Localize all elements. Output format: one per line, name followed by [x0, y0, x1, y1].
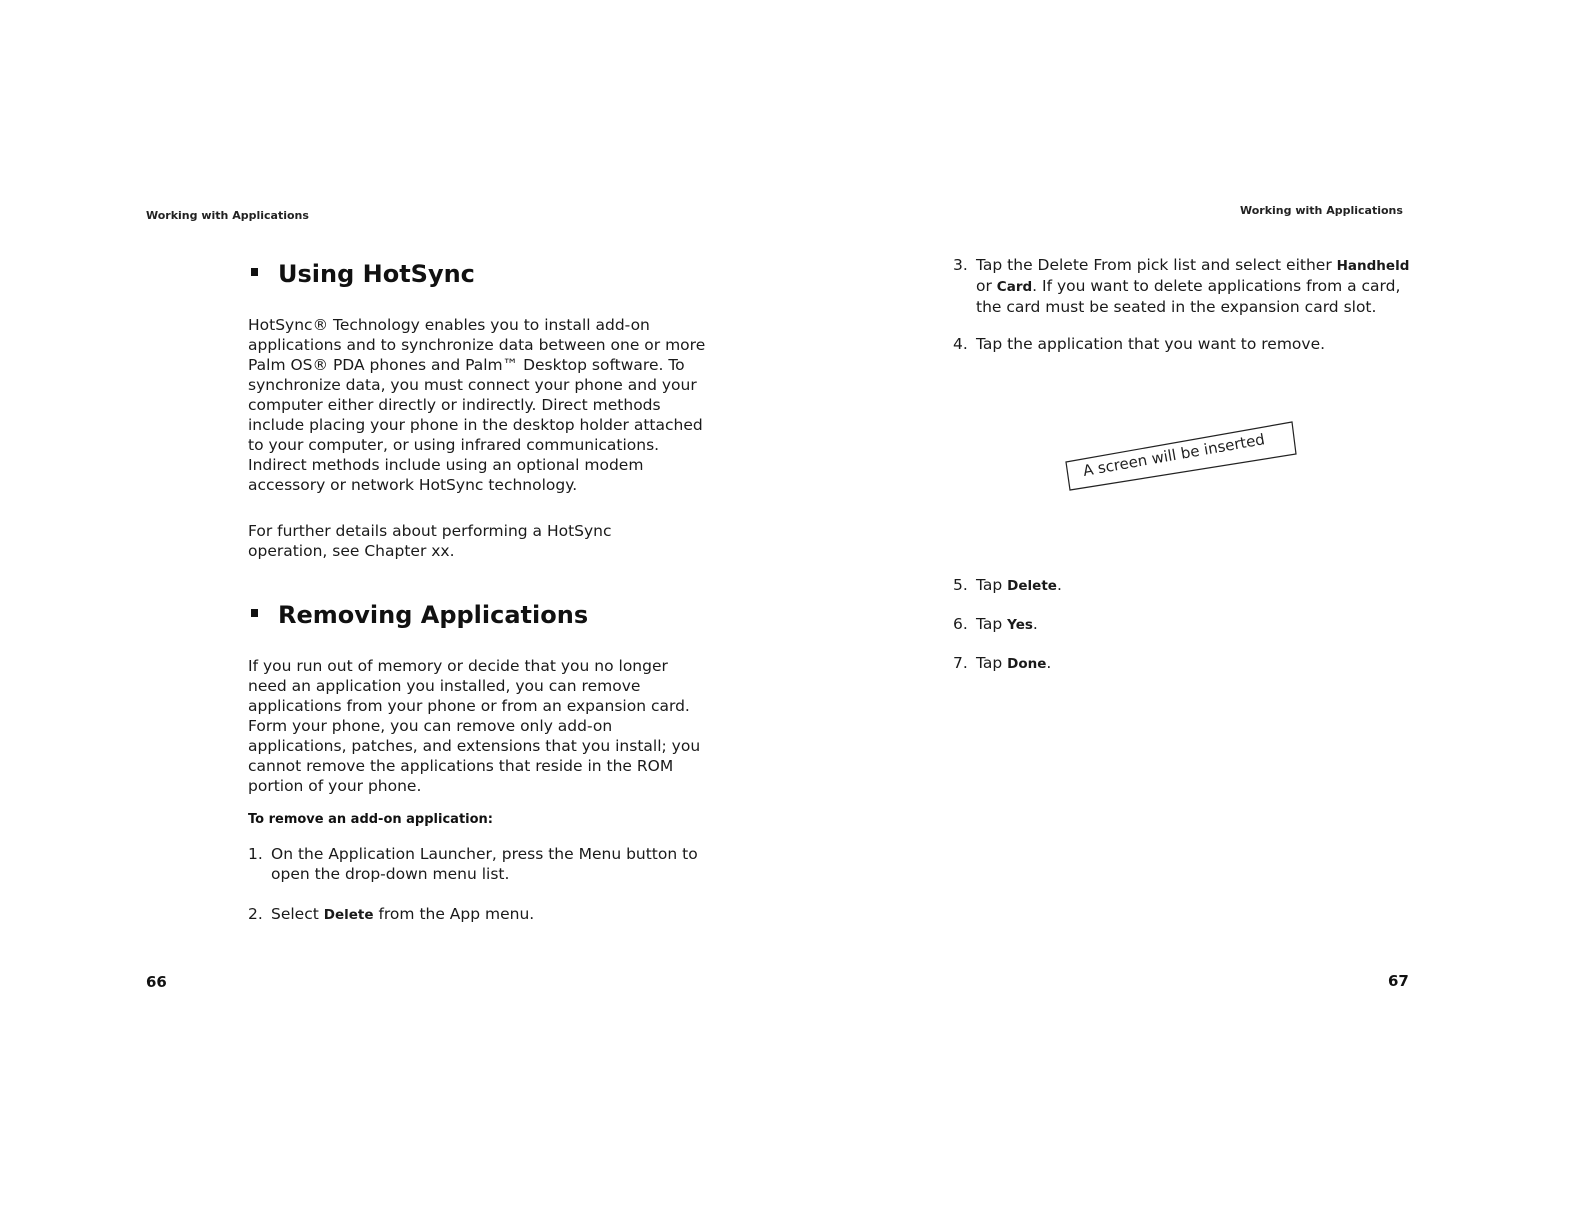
step-number: 2. [248, 905, 263, 923]
section-title-removing: Removing Applications [278, 601, 589, 629]
section-bullet-icon [251, 268, 258, 276]
bold-term: Delete [323, 907, 374, 923]
hotsync-paragraph-text: HotSync® Technology enables you to install add-on applications and to synchronize data between one or more Palm OS® PDA phones and Palm™ Desktop software. To synchronize data, you must connect your phone and your computer either directly or indirectly. Direct methods include placing your phone in the desktop holder attached to your computer, or using infrared communications. Indirect methods include using an optional modem accessory or network HotSync technology. [248, 316, 706, 494]
step-text: On the Application Launcher, press the Menu button to open the drop-down menu list. [271, 845, 698, 883]
hotsync-paragraph [248, 315, 708, 495]
step-number: 6. [953, 615, 968, 633]
bold-term: Done [1007, 656, 1047, 672]
screenshot-placeholder [1060, 418, 1300, 498]
section-bullet-icon [251, 609, 258, 617]
right-running-header: Working with Applications [1240, 204, 1403, 217]
step-text: Tap Delete. [976, 576, 1062, 594]
step-1 [248, 844, 708, 884]
step-number: 5. [953, 576, 968, 594]
step-7 [953, 653, 1253, 674]
bold-term: Yes [1007, 617, 1033, 633]
right-page-number: 67 [1388, 972, 1409, 990]
step-number: 1. [248, 845, 263, 863]
step-number: 4. [953, 335, 968, 353]
step-number: 7. [953, 654, 968, 672]
bold-term: Delete [1007, 578, 1057, 594]
step-2 [248, 904, 708, 925]
placeholder-text: A screen will be inserted [1081, 430, 1267, 480]
step-text: Select Delete from the App menu. [271, 905, 535, 923]
step-number: 3. [953, 256, 968, 274]
bold-term: Handheld [1336, 258, 1410, 274]
step-5 [953, 575, 1253, 596]
hotsync-further-details [248, 521, 668, 561]
further-details-text: For further details about performing a HotSync operation, see Chapter xx. [248, 522, 612, 560]
left-running-header: Working with Applications [146, 209, 309, 222]
left-page-number: 66 [146, 973, 167, 991]
section-title-hotsync: Using HotSync [278, 260, 475, 288]
removing-paragraph [248, 656, 703, 796]
placeholder-frame-icon [1060, 418, 1300, 498]
step-text: Tap the Delete From pick list and select either Handheld or Card. If you want to delete applications from a card, the card must be seated in the expansion card slot. [976, 256, 1410, 316]
step-6 [953, 614, 1253, 635]
step-4 [953, 334, 1413, 354]
step-text: Tap the application that you want to remove. [976, 335, 1326, 353]
step-3 [953, 255, 1413, 317]
procedure-heading: To remove an add-on application: [248, 812, 493, 827]
bold-term: Card [996, 279, 1033, 295]
step-text: Tap Done. [976, 654, 1052, 672]
step-text: Tap Yes. [976, 615, 1038, 633]
removing-paragraph-text: If you run out of memory or decide that you no longer need an application you installed, you can remove applications from your phone or from an expansion card. Form your phone, you can remove only add-on applications, patches, and extensions that you install; you cannot remove the applications that reside in the ROM portion of your phone. [248, 657, 701, 795]
